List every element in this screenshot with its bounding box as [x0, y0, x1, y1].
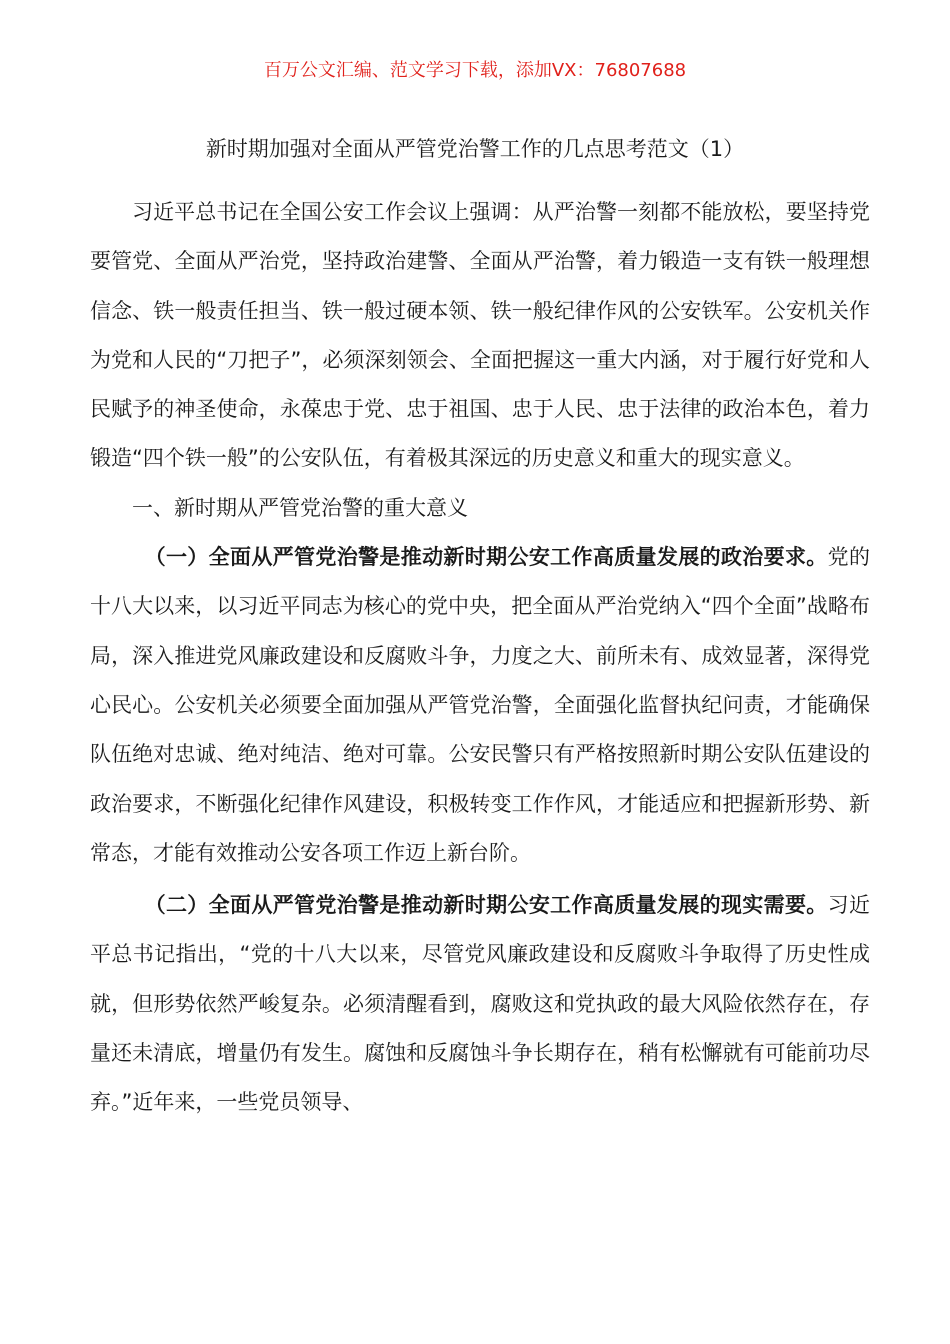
point-2-text: 习近平总书记指出，“党的十八大以来，尽管党风廉政建设和反腐败斗争取得了历史性成就，但形势依然严峻复杂。必须清醒看到，腐败这和党执政的最大风险依然存在，存量还未清底，增量仍有发生。腐蚀和反腐蚀斗争长期存在，稍有松懈就有可能前功尽弃。”近年来，一些党员领导、: [90, 893, 871, 1115]
point-1-text: 党的十八大以来，以习近平同志为核心的党中央，把全面从严治党纳入“四个全面”战略布局，深入推进党风廉政建设和反腐败斗争，力度之大、前所未有、成效显著，深得党心民心。公安机关必须要全面加强从严管党治警，全面强化监督执纪问责，才能确保队伍绝对忠诚、绝对纯洁、绝对可靠。公安民警只有严格按照新时期公安队伍建设的政治要求，不断强化纪律作风建设，积极转变工作作风，才能适应和把握新形势、新常态，才能有效推动公安各项工作迈上新台阶。: [90, 545, 871, 865]
intro-paragraph: 习近平总书记在全国公安工作会议上强调：从严治警一刻都不能放松，要坚持党要管党、全面从严治党，坚持政治建警、全面从严治警，着力锻造一支有铁一般理想信念、铁一般责任担当、铁一般过硬本领、铁一般纪律作风的公安铁军。公安机关作为党和人民的“刀把子”，必须深刻领会、全面把握这一重大内涵，对于履行好党和人民赋予的神圣使命，永葆忠于党、忠于祖国、忠于人民、忠于法律的政治本色，着力锻造“四个铁一般”的公安队伍，有着极其深远的历史意义和重大的现实意义。: [90, 200, 870, 471]
document-title: 新时期加强对全面从严管党治警工作的几点思考范文（1）: [205, 137, 745, 161]
point-2-lead: （二）全面从严管党治警是推动新时期公安工作高质量发展的现实需要。: [144, 893, 828, 918]
point-2-paragraph: [90, 881, 870, 1127]
section-heading: 一、新时期从严管党治警的重大意义: [132, 495, 468, 520]
point-1-paragraph: [90, 533, 870, 878]
point-1-lead: （一）全面从严管党治警是推动新时期公安工作高质量发展的政治要求。: [144, 545, 828, 570]
document-body: [90, 188, 870, 1128]
promo-banner: 百万公文汇编、范文学习下载，添加VX：76807688: [263, 60, 687, 81]
